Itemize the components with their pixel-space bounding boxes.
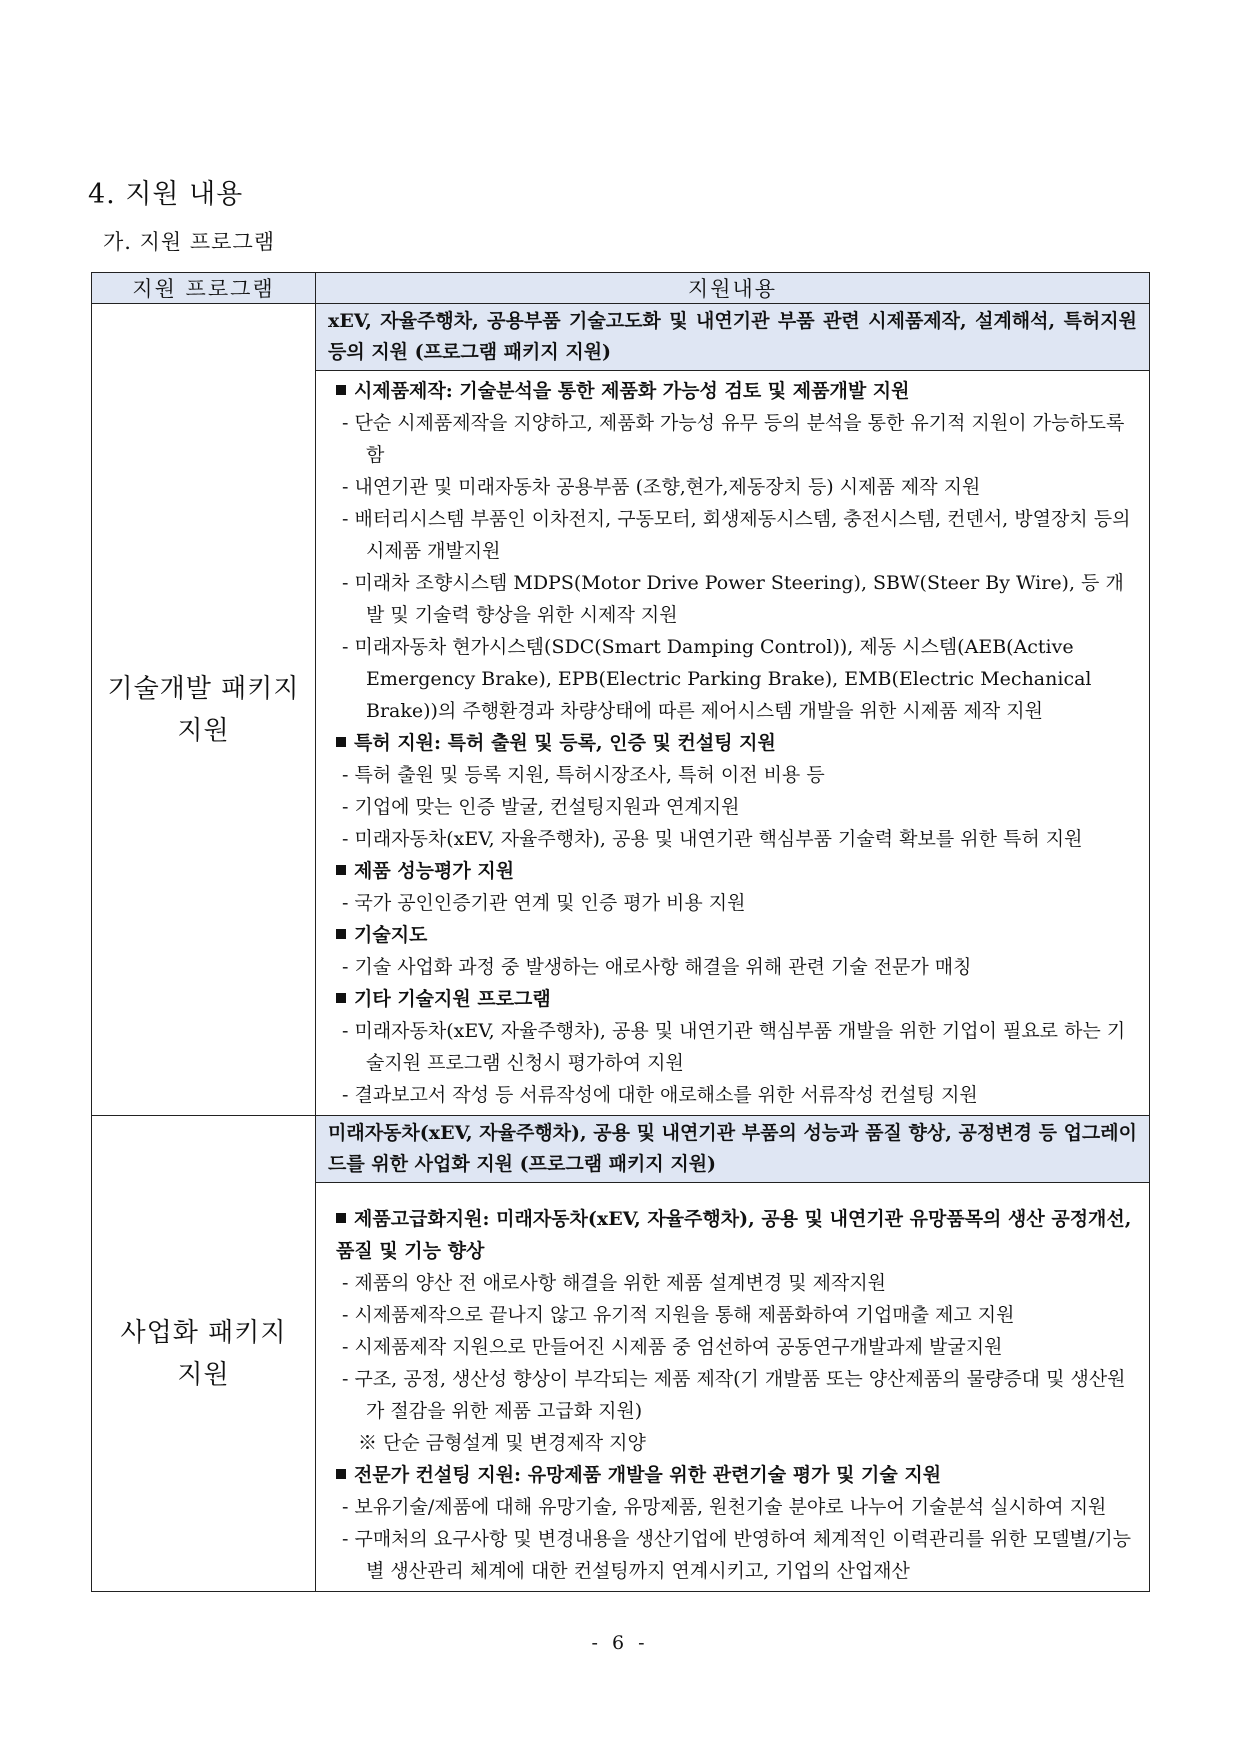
- list-item: - 내연기관 및 미래자동차 공용부품 (조향,현가,제동장치 등) 시제품 제작 지원: [342, 476, 981, 498]
- header-program: 지원 프로그램: [92, 273, 316, 304]
- header-content: 지원내용: [316, 273, 1150, 304]
- table-header-row: [92, 273, 1150, 304]
- program-name-line: 사업화 패키지: [120, 1317, 287, 1348]
- section-title: 4. 지원 내용: [88, 179, 244, 210]
- list-item: - 구조, 공정, 생산성 향상이 부각되는 제품 제작(기 개발품 또는 양산제품의 물량증대 및 생산원가 절감을 위한 제품 고급화 지원): [342, 1368, 1126, 1422]
- square-bullet-icon: [336, 737, 346, 747]
- square-bullet-icon: [336, 929, 346, 939]
- program-details: [316, 1183, 1150, 1592]
- list-item: - 미래자동차(xEV, 자율주행차), 공용 및 내연기관 핵심부품 기술력 확보를 위한 특허 지원: [342, 828, 1083, 850]
- list-item: - 기술 사업화 과정 중 발생하는 애로사항 해결을 위해 관련 기술 전문가 매칭: [342, 956, 972, 978]
- list-item: - 시제품제작 지원으로 만들어진 시제품 중 엄선하여 공동연구개발과제 발굴지원: [342, 1336, 1003, 1358]
- square-bullet-icon: [336, 1213, 346, 1223]
- list-item-heading: 제품 성능평가 지원: [328, 855, 1137, 887]
- list-item-heading: 시제품제작: 기술분석을 통한 제품화 가능성 검토 및 제품개발 지원: [328, 375, 1137, 407]
- program-details: [316, 371, 1150, 1116]
- list-item-heading: 제품고급화지원: 미래자동차(xEV, 자율주행차), 공용 및 내연기관 유망품목의 생산 공정개선, 품질 및 기능 향상: [336, 1208, 1132, 1262]
- square-bullet-icon: [336, 1469, 346, 1479]
- list-item: - 구매처의 요구사항 및 변경내용을 생산기업에 반영하여 체계적인 이력관리를 위한 모델별/기능별 생산관리 체계에 대한 컨설팅까지 연계시키고, 기업의 산업재산: [342, 1528, 1132, 1582]
- list-item: - 미래자동차 현가시스템(SDC(Smart Damping Control)), 제동 시스템(AEB(Active Emergency Brake), EPB(Electric Parking Brake), EMB(Electric Mechanical Brake))의 주행환경과 차량상태에 따른 제어시스템 개발을 위한 시제품 제작 지원: [342, 636, 1092, 722]
- list-item: - 미래자동차(xEV, 자율주행차), 공용 및 내연기관 핵심부품 개발을 위한 기업이 필요로 하는 기술지원 프로그램 신청시 평가하여 지원: [342, 1020, 1126, 1074]
- list-item: - 단순 시제품제작을 지양하고, 제품화 가능성 유무 등의 분석을 통한 유기적 지원이 가능하도록 함: [342, 412, 1125, 466]
- list-item-heading: 기술지도: [328, 919, 1137, 951]
- page-number: - 6 -: [591, 1632, 649, 1654]
- list-item: - 기업에 맞는 인증 발굴, 컨설팅지원과 연계지원: [342, 796, 740, 818]
- list-item: - 시제품제작으로 끝나지 않고 유기적 지원을 통해 제품화하여 기업매출 제고 지원: [342, 1304, 1015, 1326]
- list-item: - 제품의 양산 전 애로사항 해결을 위한 제품 설계변경 및 제작지원: [342, 1272, 887, 1294]
- list-item: - 특허 출원 및 등록 지원, 특허시장조사, 특허 이전 비용 등: [342, 764, 825, 786]
- program-summary: 미래자동차(xEV, 자율주행차), 공용 및 내연기관 부품의 성능과 품질 향상, 공정변경 등 업그레이드를 위한 사업화 지원 (프로그램 패키지 지원): [316, 1116, 1150, 1183]
- program-name-cell: [92, 1116, 316, 1592]
- list-item: - 국가 공인인증기관 연계 및 인증 평가 비용 지원: [342, 892, 746, 914]
- program-name-line: 기술개발 패키지: [107, 673, 300, 704]
- program-name-cell: [92, 304, 316, 1116]
- program-summary: xEV, 자율주행차, 공용부품 기술고도화 및 내연기관 부품 관련 시제품제작, 설계해석, 특허지원 등의 지원 (프로그램 패키지 지원): [316, 304, 1150, 371]
- note-item: ※ 단순 금형설계 및 변경제작 지양: [358, 1432, 646, 1454]
- support-program-table: [91, 272, 1150, 1592]
- list-item: - 미래차 조향시스템 MDPS(Motor Drive Power Steering), SBW(Steer By Wire), 등 개발 및 기술력 향상을 위한 시제작 지원: [342, 572, 1124, 626]
- square-bullet-icon: [336, 865, 346, 875]
- list-item: - 배터리시스템 부품인 이차전지, 구동모터, 회생제동시스템, 충전시스템, 컨덴서, 방열장치 등의 시제품 개발지원: [342, 508, 1131, 562]
- list-item-heading: 전문가 컨설팅 지원: 유망제품 개발을 위한 관련기술 평가 및 기술 지원: [328, 1459, 1137, 1491]
- program-name-line: 지원: [177, 715, 230, 746]
- program-name-line: 지원: [177, 1359, 230, 1390]
- list-item-heading: 특허 지원: 특허 출원 및 등록, 인증 및 컨설팅 지원: [328, 727, 1137, 759]
- table-row: [92, 304, 1150, 371]
- list-item: - 보유기술/제품에 대해 유망기술, 유망제품, 원천기술 분야로 나누어 기술분석 실시하여 지원: [342, 1496, 1107, 1518]
- table-row: [92, 1116, 1150, 1183]
- list-item: - 결과보고서 작성 등 서류작성에 대한 애로해소를 위한 서류작성 컨설팅 지원: [342, 1084, 978, 1106]
- subsection-title: 가. 지원 프로그램: [103, 230, 276, 254]
- square-bullet-icon: [336, 993, 346, 1003]
- square-bullet-icon: [336, 385, 346, 395]
- list-item-heading: 기타 기술지원 프로그램: [328, 983, 1137, 1015]
